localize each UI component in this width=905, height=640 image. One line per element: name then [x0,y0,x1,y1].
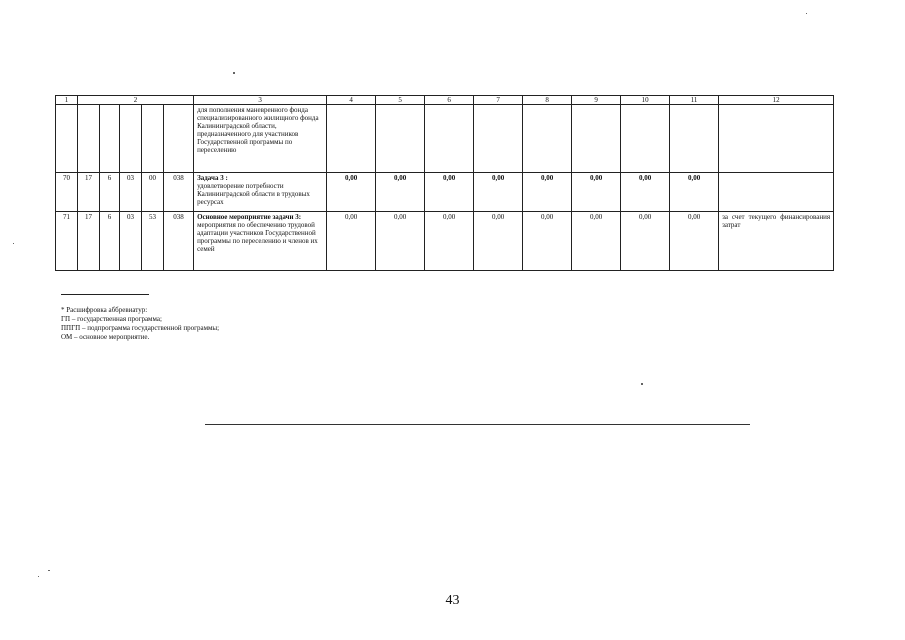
scan-speck [806,13,807,14]
budget-table [55,95,834,271]
table-row [56,212,834,271]
row-title: Задача 3 : [197,174,228,182]
note-cell [719,105,834,173]
code-cell [164,105,194,173]
footnote-divider [61,294,149,295]
code-cell: 038 [164,173,194,212]
description-cell [194,173,327,212]
value-cell [474,105,523,173]
value-cell: 0,00 [425,212,474,271]
scan-speck [48,570,50,571]
footnotes [61,306,461,342]
value-cell: 0,00 [621,173,670,212]
header-cell: 6 [425,96,474,105]
header-cell: 4 [327,96,376,105]
scan-speck [13,243,14,244]
header-cell: 10 [621,96,670,105]
table-row [56,105,834,173]
header-cell: 2 [78,96,194,105]
footnote-line: * Расшифровка аббревиатур: [61,306,148,314]
footnote-line: ППГП – подпрограмма государственной программы; [61,324,220,332]
value-cell: 0,00 [425,173,474,212]
scan-speck [641,383,643,385]
code-cell: 6 [100,173,120,212]
code-cell: 03 [120,173,142,212]
code-cell: 17 [78,173,100,212]
description-cell [194,105,327,173]
code-cell: 038 [164,212,194,271]
horizontal-rule [205,424,750,425]
row-description: мероприятия по обеспечению трудовой адаптации участников Государственной программы по переселению и членов их семей [197,221,318,253]
code-cell: 70 [56,173,78,212]
code-cell: 00 [142,173,164,212]
value-cell [670,105,719,173]
footnote-line: ОМ – основное мероприятие. [61,333,150,341]
description-cell [194,212,327,271]
code-cell [120,105,142,173]
footnote-line: ГП – государственная программа; [61,315,162,323]
row-description: удовлетворение потребности Калининградской области в трудовых ресурсах [197,182,310,206]
header-cell: 3 [194,96,327,105]
table-header-row [56,96,834,105]
value-cell: 0,00 [523,173,572,212]
note-cell [719,173,834,212]
value-cell: 0,00 [670,173,719,212]
value-cell: 0,00 [327,212,376,271]
code-cell: 71 [56,212,78,271]
note-cell: за счет текущего финансирования затрат [719,212,834,271]
scan-speck [233,72,235,74]
code-cell [78,105,100,173]
value-cell: 0,00 [572,212,621,271]
code-cell [142,105,164,173]
table-row [56,173,834,212]
value-cell: 0,00 [327,173,376,212]
code-cell: 03 [120,212,142,271]
value-cell [425,105,474,173]
value-cell: 0,00 [376,212,425,271]
header-cell: 8 [523,96,572,105]
code-cell [56,105,78,173]
value-cell [621,105,670,173]
value-cell: 0,00 [474,173,523,212]
row-description: для пополнения маневренного фонда специализированного жилищного фонда Калининградской области, предназначенного для участников Государственной программы по переселению [197,106,319,154]
value-cell [572,105,621,173]
value-cell [327,105,376,173]
header-cell: 9 [572,96,621,105]
code-cell [100,105,120,173]
code-cell: 53 [142,212,164,271]
value-cell [376,105,425,173]
header-cell: 12 [719,96,834,105]
header-cell: 11 [670,96,719,105]
value-cell: 0,00 [523,212,572,271]
scan-speck [38,576,39,577]
value-cell: 0,00 [572,173,621,212]
code-cell: 17 [78,212,100,271]
value-cell: 0,00 [474,212,523,271]
value-cell: 0,00 [376,173,425,212]
header-cell: 5 [376,96,425,105]
value-cell [523,105,572,173]
header-cell: 7 [474,96,523,105]
code-cell: 6 [100,212,120,271]
page-number: 43 [445,593,460,608]
header-cell: 1 [56,96,78,105]
row-title: Основное мероприятие задачи 3: [197,213,302,221]
value-cell: 0,00 [621,212,670,271]
value-cell: 0,00 [670,212,719,271]
